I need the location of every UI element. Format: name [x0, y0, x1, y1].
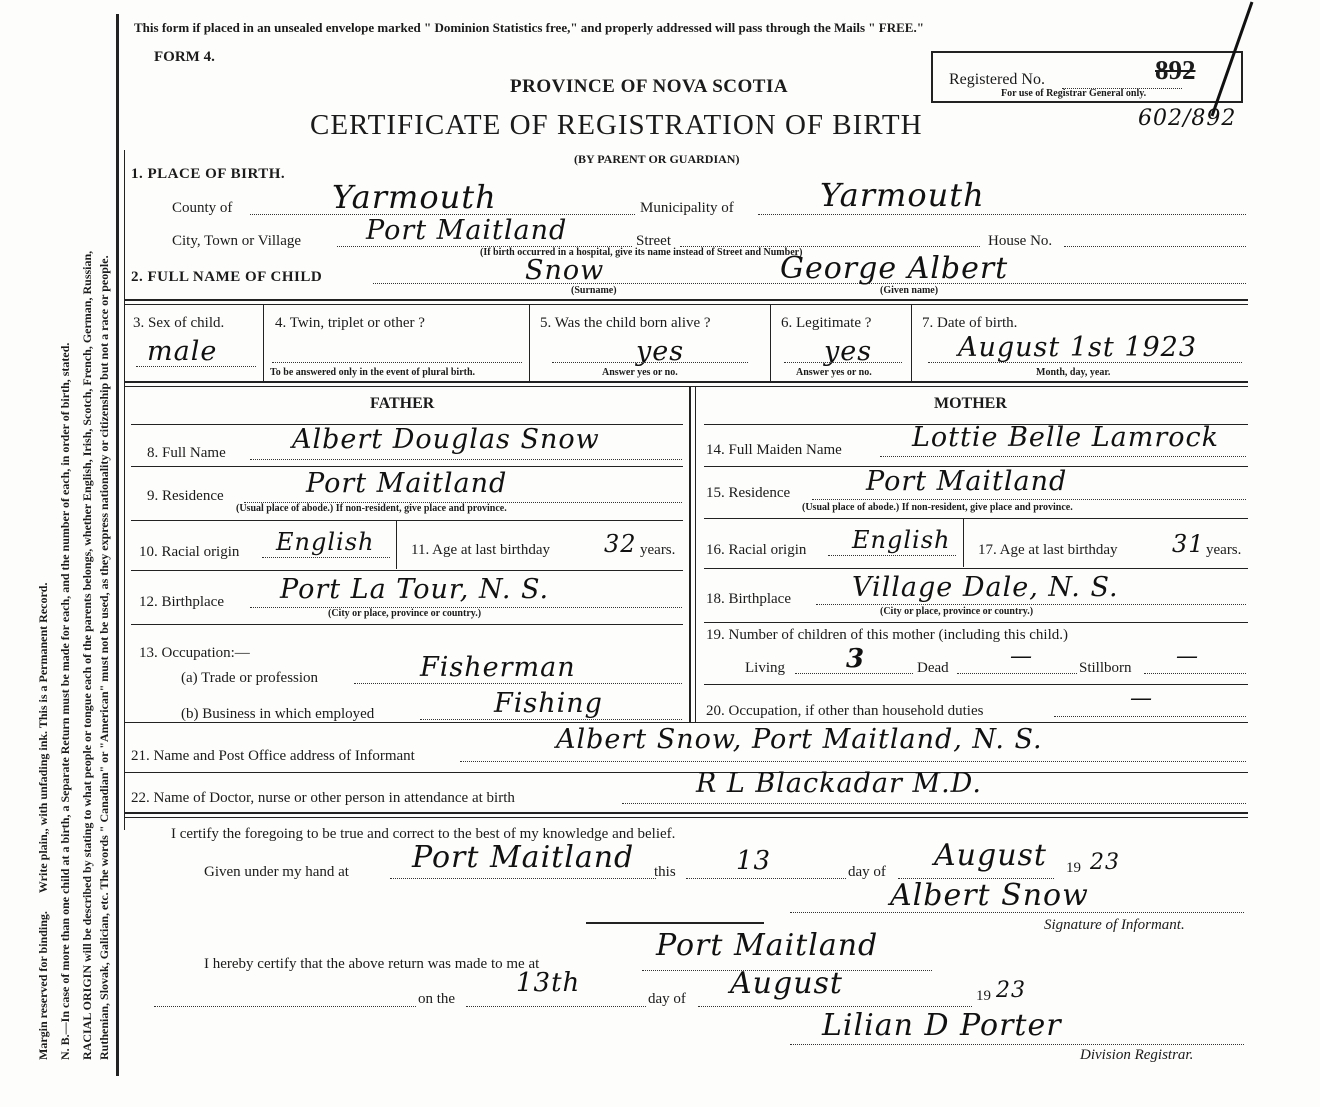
- mother-age-label: 17. Age at last birthday: [978, 542, 1118, 558]
- binding-text: Margin reserved for binding.: [36, 911, 50, 1060]
- registered-note: For use of Registrar General only.: [1001, 88, 1147, 99]
- street-note: (If birth occurred in a hospital, give its name instead of Street and Number): [480, 247, 803, 258]
- stillborn-value: —: [1176, 644, 1199, 669]
- father-business-label: (b) Business in which employed: [181, 706, 375, 722]
- dob-label: 7. Date of birth.: [922, 315, 1018, 331]
- certificate-title: CERTIFICATE OF REGISTRATION OF BIRTH: [310, 109, 923, 141]
- informant-signature-label: Signature of Informant.: [1044, 917, 1185, 933]
- county-value: Yarmouth: [332, 178, 497, 216]
- surname-note: (Surname): [571, 285, 617, 296]
- father-name-label: 8. Full Name: [147, 445, 226, 461]
- registered-label: Registered No.: [949, 71, 1045, 88]
- form-left-rule: [124, 150, 125, 830]
- father-occupation-label: 13. Occupation:—: [139, 645, 250, 661]
- father-birthplace: Port La Tour, N. S.: [280, 574, 550, 605]
- doctor-label: 22. Name of Doctor, nurse or other person in attendance at birth: [131, 790, 515, 806]
- twin-label: 4. Twin, triplet or other ?: [275, 315, 425, 331]
- father-residence: Port Maitland: [306, 468, 508, 499]
- margin-racial-note-2: Ruthenian, Slovak, Galician, etc. The words " Canadian" or "American" must not be used, as they express nationality or citizenship but not a race or people.: [97, 255, 111, 1060]
- legitimate-label: 6. Legitimate ?: [781, 315, 872, 331]
- informant-value: Albert Snow, Port Maitland, N. S.: [556, 724, 1043, 755]
- registrar-day: 13th: [516, 968, 581, 998]
- certify-statement: I certify the foregoing to be true and correct to the best of my knowledge and belief.: [171, 826, 676, 842]
- municipality-label: Municipality of: [640, 200, 734, 216]
- registrar-day-of: day of: [648, 991, 686, 1007]
- given-note: (Given name): [880, 285, 939, 296]
- sex-value: male: [147, 336, 218, 367]
- certify-day: 13: [736, 846, 772, 876]
- place-of-birth-label: 1. PLACE OF BIRTH.: [131, 166, 286, 182]
- mother-residence: Port Maitland: [866, 466, 1068, 497]
- child-name-label: 2. FULL NAME OF CHILD: [131, 269, 323, 285]
- mother-occupation: —: [1130, 686, 1153, 711]
- children-label: 19. Number of children of this mother (including this child.): [706, 627, 1069, 643]
- dead-label: Dead: [917, 660, 949, 676]
- father-trade: Fisherman: [420, 652, 576, 683]
- write-text: Write plain,, with unfading ink. This is a Permanent Record.: [36, 582, 50, 894]
- father-trade-label: (a) Trade or profession: [181, 670, 319, 686]
- margin-rule: [116, 14, 119, 1076]
- father-name: Albert Douglas Snow: [292, 424, 600, 455]
- father-residence-note: (Usual place of abode.) If non-resident, give place and province.: [236, 503, 507, 514]
- city-value: Port Maitland: [366, 215, 568, 246]
- sex-label: 3. Sex of child.: [133, 315, 225, 331]
- registered-box: [931, 51, 1243, 103]
- municipality-value: Yarmouth: [820, 176, 985, 214]
- certify-month: August: [934, 838, 1047, 873]
- dob-value: August 1st 1923: [958, 332, 1198, 363]
- child-given-name: George Albert: [780, 251, 1009, 286]
- father-birthplace-label: 12. Birthplace: [139, 594, 224, 610]
- living-label: Living: [745, 660, 785, 676]
- mother-race: English: [852, 526, 951, 554]
- mail-note: This form if placed in an unsealed envelope marked " Dominion Statistics free," and properly addressed will pass through the Mails " FREE.": [134, 20, 924, 35]
- province-title: PROVINCE OF NOVA SCOTIA: [510, 76, 789, 97]
- twin-note: To be answered only in the event of plural birth.: [270, 367, 476, 378]
- registrar-on-the: on the: [418, 991, 456, 1007]
- father-years: years.: [640, 542, 676, 558]
- father-heading: FATHER: [370, 395, 435, 412]
- registered-number: 892: [1155, 55, 1196, 85]
- city-label: City, Town or Village: [172, 233, 302, 249]
- registrar-month: August: [730, 966, 843, 1001]
- mother-birthplace: Village Dale, N. S.: [852, 572, 1119, 603]
- mother-name-label: 14. Full Maiden Name: [706, 442, 842, 458]
- street-label: Street: [636, 233, 671, 249]
- handwritten-number: 602/892: [1138, 106, 1237, 131]
- father-business: Fishing: [494, 688, 603, 719]
- informant-label: 21. Name and Post Office address of Informant: [131, 748, 415, 764]
- mother-occupation-label: 20. Occupation, if other than household duties: [706, 703, 984, 719]
- house-label: House No.: [988, 233, 1053, 249]
- stillborn-label: Stillborn: [1079, 660, 1132, 676]
- certify-this: this: [654, 864, 676, 880]
- mother-name: Lottie Belle Lamrock: [912, 422, 1220, 453]
- certify-year: 23: [1090, 850, 1120, 875]
- mother-years: years.: [1206, 542, 1242, 558]
- alive-label: 5. Was the child born alive ?: [540, 315, 711, 331]
- child-surname: Snow: [525, 255, 605, 286]
- legitimate-note: Answer yes or no.: [796, 367, 872, 378]
- certify-day-of: day of: [848, 864, 886, 880]
- mother-heading: MOTHER: [934, 395, 1007, 412]
- registrar-signature-label: Division Registrar.: [1080, 1047, 1194, 1063]
- father-residence-label: 9. Residence: [147, 488, 224, 504]
- county-label: County of: [172, 200, 233, 216]
- registrar-year-prefix: 19: [976, 988, 991, 1004]
- registrar-place: Port Maitland: [656, 928, 879, 963]
- registrar-statement: I hereby certify that the above return was made to me at: [204, 956, 540, 972]
- mother-residence-label: 15. Residence: [706, 485, 791, 501]
- father-age: 32: [604, 530, 637, 558]
- living-value: 3: [846, 644, 866, 674]
- registrar-year: 23: [996, 978, 1026, 1003]
- form-number: FORM 4.: [154, 49, 215, 65]
- father-birthplace-note: (City or place, province or country.): [328, 608, 482, 619]
- mother-birthplace-label: 18. Birthplace: [706, 591, 791, 607]
- dob-note: Month, day, year.: [1036, 367, 1111, 378]
- certify-year-prefix: 19: [1066, 860, 1081, 876]
- mother-birthplace-note: (City or place, province or country.): [880, 606, 1034, 617]
- registrar-signature: Lilian D Porter: [822, 1008, 1062, 1043]
- father-age-label: 11. Age at last birthday: [411, 542, 550, 558]
- certificate-subtitle: (BY PARENT OR GUARDIAN): [574, 152, 740, 166]
- legitimate-value: yes: [824, 336, 873, 367]
- margin-nb-note: N. B.—In case of more than one child at a birth, a Separate Return must be made for each, and the number of each, in order of birth, stated.: [58, 342, 72, 1060]
- father-race: English: [276, 528, 375, 556]
- dead-value: —: [1010, 644, 1033, 669]
- strike-mark: [1200, 0, 1260, 120]
- given-under-label: Given under my hand at: [204, 864, 349, 880]
- margin-racial-note-1: RACIAL ORIGIN will be described by stating to what people or tongue each of the parents belongs, whether English, Irish, Scotch, French, German, Russian,: [80, 250, 94, 1060]
- mother-race-label: 16. Racial origin: [706, 542, 807, 558]
- alive-value: yes: [636, 336, 685, 367]
- alive-note: Answer yes or no.: [602, 367, 678, 378]
- mother-age: 31: [1172, 530, 1205, 558]
- margin-binding-note: [36, 583, 51, 1060]
- informant-signature: Albert Snow: [890, 878, 1089, 913]
- father-race-label: 10. Racial origin: [139, 544, 240, 560]
- doctor-value: R L Blackadar M.D.: [696, 768, 982, 799]
- mother-residence-note: (Usual place of abode.) If non-resident, give place and province.: [802, 502, 1073, 513]
- certify-place: Port Maitland: [412, 840, 635, 875]
